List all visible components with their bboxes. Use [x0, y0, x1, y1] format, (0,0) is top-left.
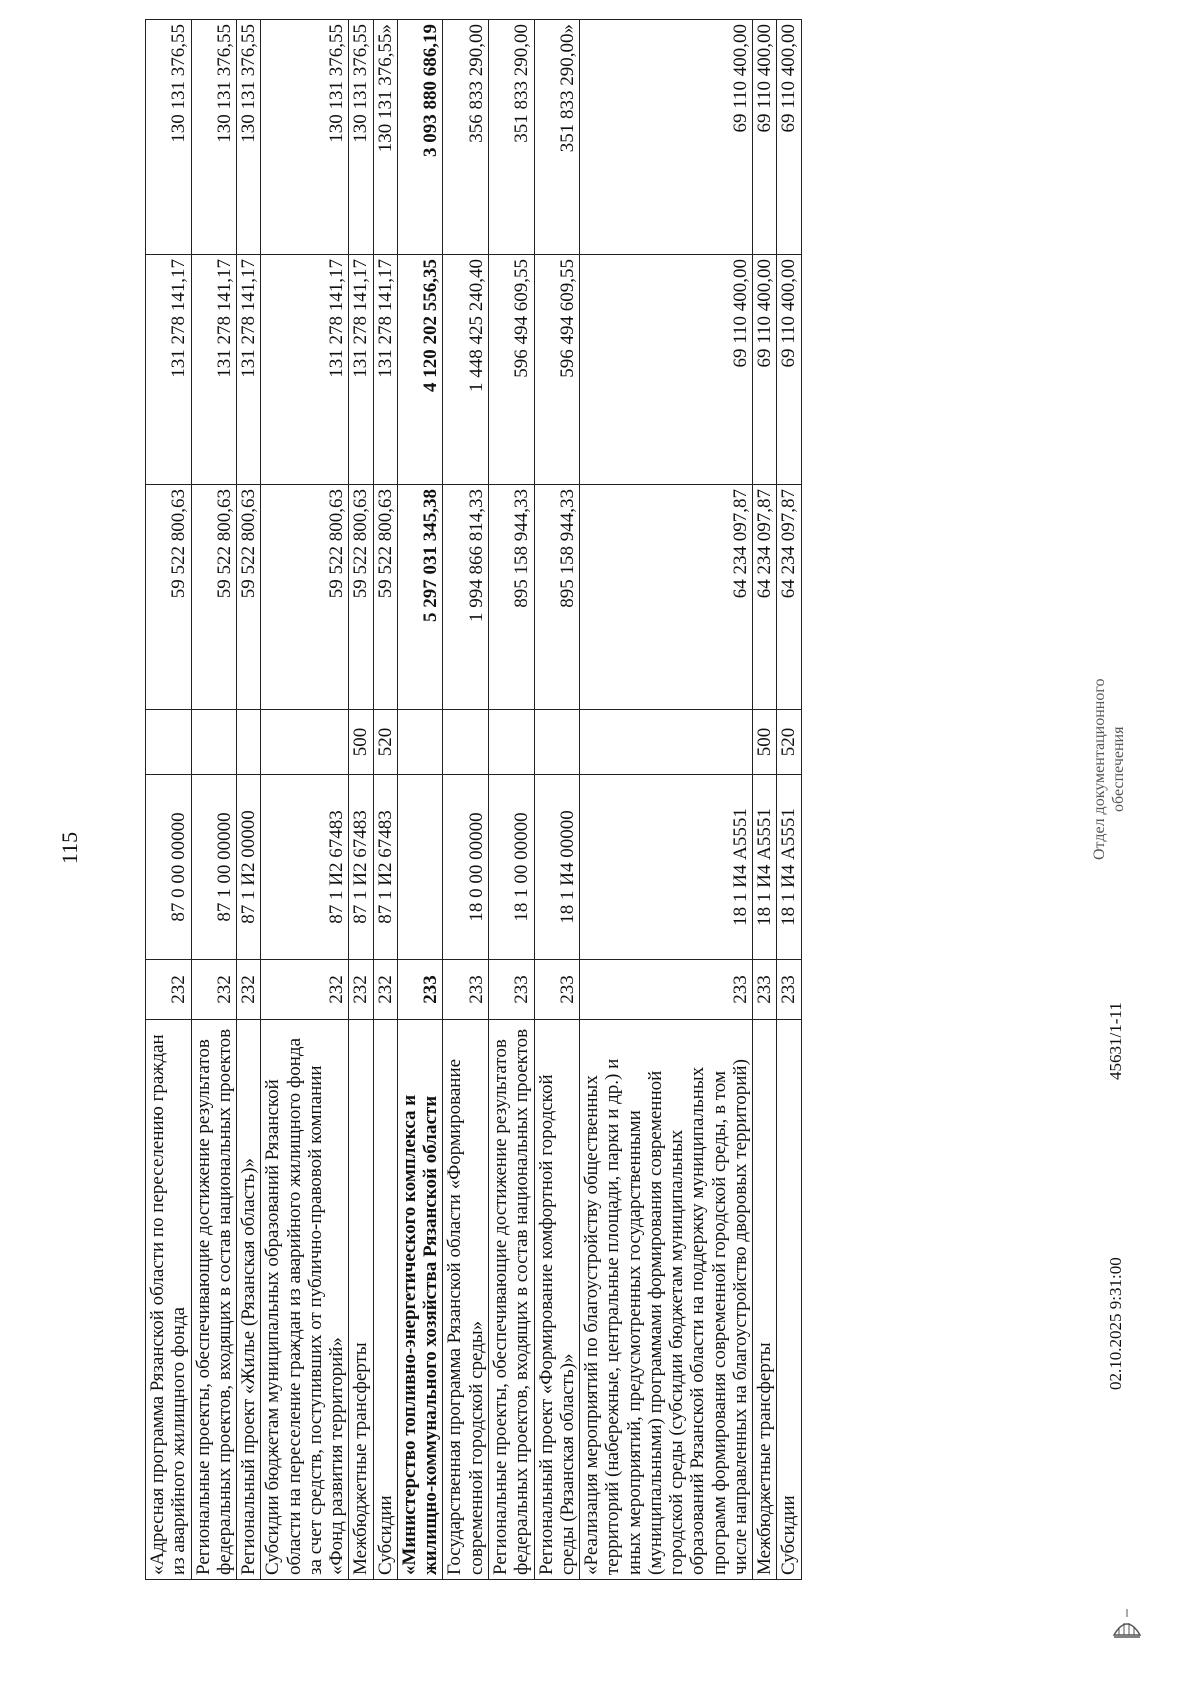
- row-name: Региональный проект «Жилье (Рязанская область)»: [237, 1020, 261, 1580]
- row-program: 18 1 00 00000: [488, 775, 534, 960]
- table-row: [191, 20, 237, 1580]
- row-program: 87 1 И2 00000: [237, 775, 261, 960]
- table-row: [146, 20, 192, 1580]
- footer-date: 02.10.2025 9:31:00: [1106, 1257, 1125, 1390]
- table-row: [443, 20, 489, 1580]
- row-program: 18 1 И4 А5551: [753, 775, 777, 960]
- footer-doc-id: 45631/1-11: [1106, 1002, 1125, 1080]
- row-code: 232: [261, 960, 349, 1020]
- row-expense-type: [261, 710, 349, 775]
- row-value-3: 130 131 376,55»: [373, 20, 397, 255]
- row-code: 232: [191, 960, 237, 1020]
- row-value-1: 59 522 800,63: [146, 485, 192, 710]
- row-value-1: 64 234 097,87: [777, 485, 801, 710]
- row-value-3: 130 131 376,55: [261, 20, 349, 255]
- table-row: [580, 20, 753, 1580]
- row-value-3: 69 110 400,00: [777, 20, 801, 255]
- row-expense-type: [443, 710, 489, 775]
- row-value-3: 351 833 290,00: [488, 20, 534, 255]
- row-expense-type: [580, 710, 753, 775]
- row-value-3: 69 110 400,00: [580, 20, 753, 255]
- row-expense-type: [534, 710, 580, 775]
- row-value-3: 130 131 376,55: [237, 20, 261, 255]
- row-value-2: 131 278 141,17: [146, 255, 192, 485]
- row-program: 87 0 00 00000: [146, 775, 192, 960]
- table-row: [534, 20, 580, 1580]
- row-name: Межбюджетные трансферты: [349, 1020, 373, 1580]
- row-value-2: 69 110 400,00: [580, 255, 753, 485]
- row-value-1: 64 234 097,87: [753, 485, 777, 710]
- budget-table-container: [145, 20, 1055, 1580]
- row-value-1: 895 158 944,33: [534, 485, 580, 710]
- table-row: [777, 20, 801, 1580]
- row-value-2: 1 448 425 240,40: [443, 255, 489, 485]
- row-program: 18 0 00 00000: [443, 775, 489, 960]
- table-row: [397, 20, 443, 1580]
- row-value-3: 356 833 290,00: [443, 20, 489, 255]
- row-code: 233: [534, 960, 580, 1020]
- row-code: 233: [443, 960, 489, 1020]
- row-name: Субсидии: [373, 1020, 397, 1580]
- budget-table: [145, 19, 802, 1580]
- row-value-1: 59 522 800,63: [191, 485, 237, 710]
- row-code: 233: [580, 960, 753, 1020]
- row-name: «Реализация мероприятий по благоустройству общественных территорий (набережные, центральные площади, парки и др.) и иных мероприятий, предусмотренных государственными (муниципальными) программами формирования современной городской среды (субсидии бюджетам муниципальных образований Рязанской области на поддержку муниципальных программ формирования современной городской среды, в том числе направленных на благоустройство дворовых территорий): [580, 1020, 753, 1580]
- row-program: 18 1 И4 А5551: [580, 775, 753, 960]
- row-name: «Адресная программа Рязанской области по переселению граждан из аварийного жилищного фонда: [146, 1020, 192, 1580]
- row-name: Региональные проекты, обеспечивающие достижение результатов федеральных проектов, входящих в состав национальных проектов: [191, 1020, 237, 1580]
- row-code: 232: [373, 960, 397, 1020]
- stamp-line-1: Отдел документационного: [1091, 678, 1108, 860]
- department-stamp: [1090, 678, 1128, 860]
- table-row: [373, 20, 397, 1580]
- row-value-3: 69 110 400,00: [753, 20, 777, 255]
- row-expense-type: [146, 710, 192, 775]
- row-value-2: 69 110 400,00: [777, 255, 801, 485]
- row-name: Межбюджетные трансферты: [753, 1020, 777, 1580]
- row-code: 232: [237, 960, 261, 1020]
- row-program: 18 1 И4 А5551: [777, 775, 801, 960]
- row-program: 87 1 И2 67483: [373, 775, 397, 960]
- row-program: 87 1 00 00000: [191, 775, 237, 960]
- row-value-3: 130 131 376,55: [146, 20, 192, 255]
- row-value-2: 4 120 202 556,35: [397, 255, 443, 485]
- page-number: 115: [57, 831, 82, 865]
- row-value-1: 59 522 800,63: [237, 485, 261, 710]
- row-expense-type: 520: [373, 710, 397, 775]
- row-name: Субсидии бюджетам муниципальных образований Рязанской области на переселение граждан из аварийного жилищного фонда за счет средств, поступивших от публично-правовой компании «Фонд развития территорий»: [261, 1020, 349, 1580]
- duma-logo-icon: [1110, 1605, 1144, 1645]
- row-code: 233: [777, 960, 801, 1020]
- row-value-2: 131 278 141,17: [373, 255, 397, 485]
- row-value-2: 131 278 141,17: [237, 255, 261, 485]
- row-program: 18 1 И4 00000: [534, 775, 580, 960]
- row-code: 233: [753, 960, 777, 1020]
- row-value-3: 351 833 290,00»: [534, 20, 580, 255]
- row-value-1: 895 158 944,33: [488, 485, 534, 710]
- row-value-2: 596 494 609,55: [534, 255, 580, 485]
- row-value-2: 131 278 141,17: [349, 255, 373, 485]
- row-expense-type: 500: [753, 710, 777, 775]
- row-name: Государственная программа Рязанской области «Формирование современной городской среды»: [443, 1020, 489, 1580]
- row-expense-type: [397, 710, 443, 775]
- table-row: [237, 20, 261, 1580]
- row-value-2: 131 278 141,17: [191, 255, 237, 485]
- row-expense-type: 520: [777, 710, 801, 775]
- row-expense-type: [488, 710, 534, 775]
- row-value-1: 1 994 866 814,33: [443, 485, 489, 710]
- row-expense-type: 500: [349, 710, 373, 775]
- row-value-1: 59 522 800,63: [349, 485, 373, 710]
- row-code: 233: [397, 960, 443, 1020]
- row-code: 232: [146, 960, 192, 1020]
- row-code: 232: [349, 960, 373, 1020]
- row-program: 87 1 И2 67483: [349, 775, 373, 960]
- row-value-2: 69 110 400,00: [753, 255, 777, 485]
- row-value-3: 130 131 376,55: [191, 20, 237, 255]
- row-program: 87 1 И2 67483: [261, 775, 349, 960]
- row-expense-type: [237, 710, 261, 775]
- row-name: Региональный проект «Формирование комфортной городской среды (Рязанская область)»: [534, 1020, 580, 1580]
- row-code: 233: [488, 960, 534, 1020]
- row-program: [397, 775, 443, 960]
- row-expense-type: [191, 710, 237, 775]
- row-value-1: 59 522 800,63: [261, 485, 349, 710]
- table-row: [753, 20, 777, 1580]
- table-row: [261, 20, 349, 1580]
- row-name: «Министерство топливно-энергетического комплекса и жилищно-коммунального хозяйства Рязанской области: [397, 1020, 443, 1580]
- table-row: [488, 20, 534, 1580]
- row-value-2: 131 278 141,17: [261, 255, 349, 485]
- table-row: [349, 20, 373, 1580]
- stamp-line-2: обеспечения: [1110, 726, 1128, 812]
- row-value-2: 596 494 609,55: [488, 255, 534, 485]
- row-name: Субсидии: [777, 1020, 801, 1580]
- row-value-1: 64 234 097,87: [580, 485, 753, 710]
- row-value-3: 3 093 880 686,19: [397, 20, 443, 255]
- row-name: Региональные проекты, обеспечивающие достижение результатов федеральных проектов, входящих в состав национальных проектов: [488, 1020, 534, 1580]
- row-value-3: 130 131 376,55: [349, 20, 373, 255]
- row-value-1: 59 522 800,63: [373, 485, 397, 710]
- row-value-1: 5 297 031 345,38: [397, 485, 443, 710]
